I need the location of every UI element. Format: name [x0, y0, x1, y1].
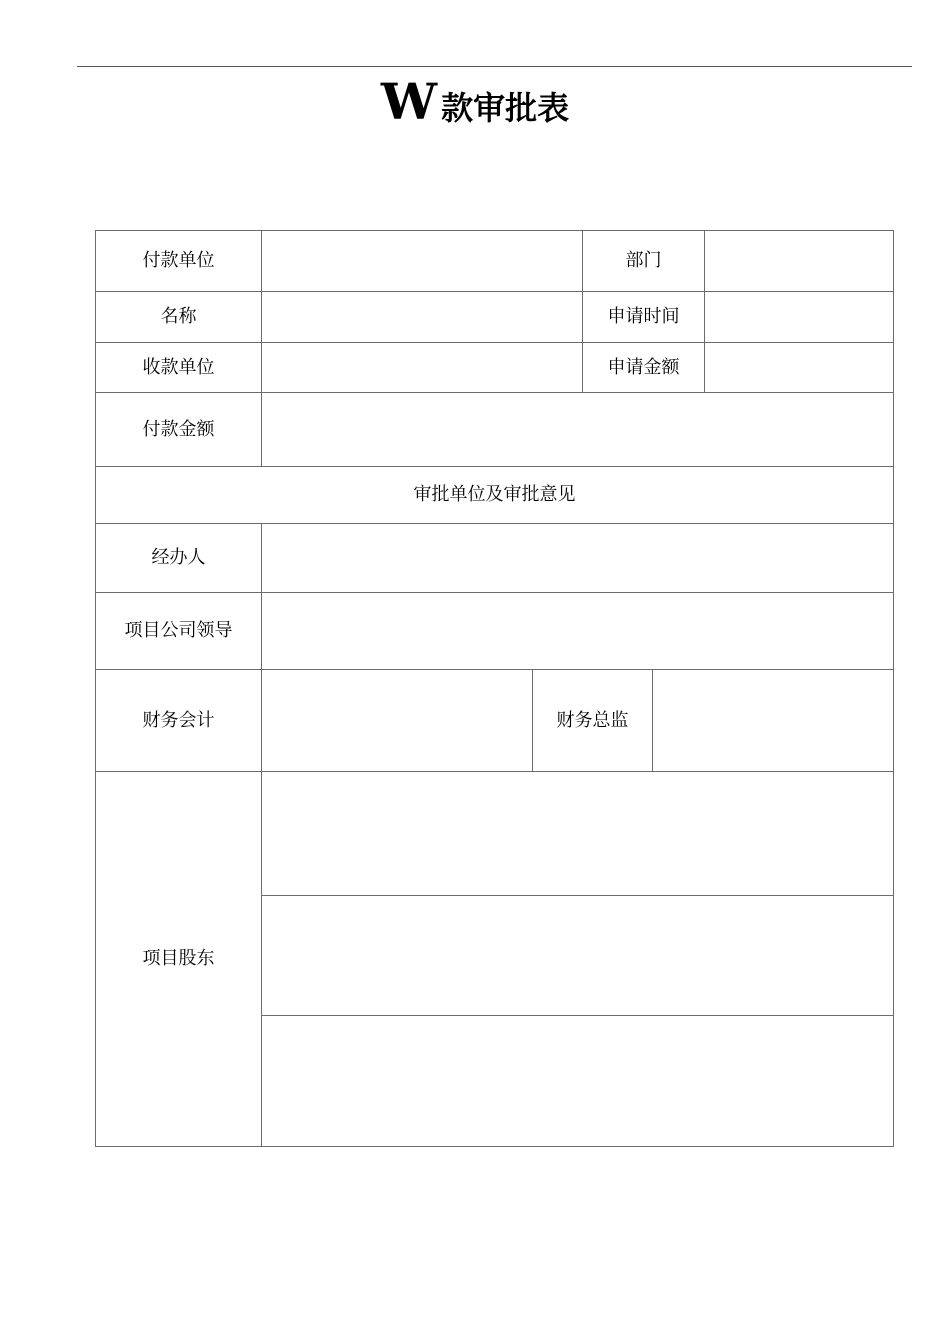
payee-label: 收款单位	[96, 343, 262, 393]
table-row	[96, 670, 894, 772]
table-row	[96, 524, 894, 593]
shareholder-opinion-field-2[interactable]	[262, 896, 894, 1016]
project-company-leader-label: 项目公司领导	[96, 593, 262, 670]
department-label: 部门	[583, 231, 705, 292]
payer-field[interactable]	[262, 231, 583, 292]
finance-director-label: 财务总监	[533, 670, 653, 772]
header-rule	[77, 66, 912, 67]
apply-time-field[interactable]	[705, 292, 894, 343]
title-text: 款审批表	[441, 89, 570, 127]
table-row	[96, 393, 894, 467]
project-shareholder-label: 项目股东	[96, 772, 262, 1147]
page-title	[0, 72, 950, 131]
name-label: 名称	[96, 292, 262, 343]
handler-field[interactable]	[262, 524, 894, 593]
table-row	[96, 231, 894, 292]
pay-amount-field[interactable]	[262, 393, 894, 467]
table-row	[96, 593, 894, 670]
finance-accountant-field[interactable]	[262, 670, 533, 772]
department-field[interactable]	[705, 231, 894, 292]
table-row	[96, 343, 894, 393]
shareholder-opinion-field-3[interactable]	[262, 1016, 894, 1147]
title-prefix: W	[380, 72, 438, 131]
apply-amount-label: 申请金额	[583, 343, 705, 393]
approval-section-title: 审批单位及审批意见	[96, 467, 894, 524]
finance-accountant-label: 财务会计	[96, 670, 262, 772]
payee-field[interactable]	[262, 343, 583, 393]
approval-form-table	[95, 230, 894, 1147]
apply-time-label: 申请时间	[583, 292, 705, 343]
pay-amount-label: 付款金额	[96, 393, 262, 467]
name-field[interactable]	[262, 292, 583, 343]
apply-amount-field[interactable]	[705, 343, 894, 393]
project-company-leader-field[interactable]	[262, 593, 894, 670]
payer-label: 付款单位	[96, 231, 262, 292]
shareholder-opinion-field-1[interactable]	[262, 772, 894, 896]
table-row	[96, 772, 894, 896]
handler-label: 经办人	[96, 524, 262, 593]
table-row	[96, 292, 894, 343]
table-row	[96, 467, 894, 524]
finance-director-field[interactable]	[653, 670, 894, 772]
